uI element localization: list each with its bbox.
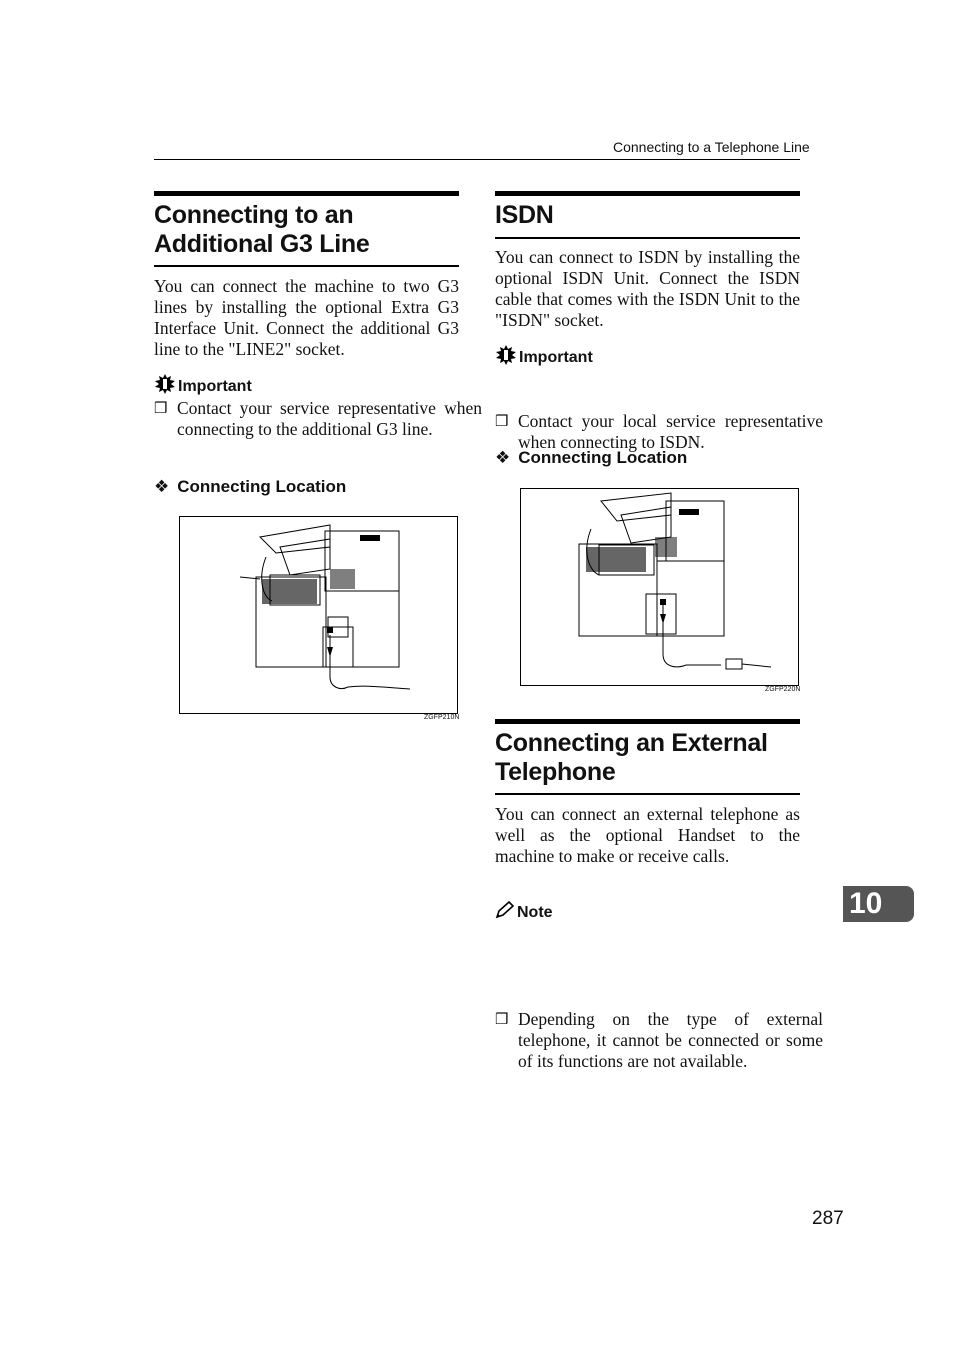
figure-isdn-connection bbox=[520, 488, 799, 686]
checkbox-bullet-icon: ❒ bbox=[154, 401, 168, 417]
figure-g3-connection bbox=[179, 516, 458, 714]
page-number: 287 bbox=[812, 1208, 844, 1229]
section-title-isdn: ISDN bbox=[495, 201, 554, 229]
isdn-important-heading bbox=[495, 345, 593, 370]
header-rule bbox=[154, 159, 800, 160]
important-item-text: Contact your service representative when connecting to the additional G3 line. bbox=[177, 398, 482, 439]
diamond-bullet-icon: ❖ bbox=[495, 448, 511, 467]
checkbox-bullet-icon: ❒ bbox=[495, 1012, 509, 1028]
isdn-top-rule bbox=[495, 191, 800, 196]
section-top-rule bbox=[154, 191, 459, 196]
pencil-icon bbox=[495, 901, 515, 924]
ext-title-underline bbox=[495, 793, 800, 795]
section-title-underline bbox=[154, 265, 459, 267]
isdn-important-item bbox=[495, 411, 823, 453]
figure-id-label: ZGFP210N bbox=[424, 714, 460, 721]
ext-body-text: You can connect an external telephone as well as the optional Handset to the machine to make or receive calls. bbox=[495, 804, 800, 866]
important-label: Important bbox=[178, 377, 252, 395]
connecting-location-label: Connecting Location bbox=[177, 477, 347, 496]
isdn-title-underline bbox=[495, 237, 800, 239]
section-title-g3: Connecting to an Additional G3 Line bbox=[154, 201, 370, 258]
isdn-important-item-text: Contact your local service representative when connecting to ISDN. bbox=[518, 411, 823, 452]
note-heading bbox=[495, 901, 553, 924]
isdn-body-text: You can connect to ISDN by installing the optional ISDN Unit. Connect the ISDN cable that comes with the ISDN Unit to the "ISDN" socket. bbox=[495, 247, 800, 330]
chapter-tab: 10 bbox=[843, 886, 914, 922]
ext-top-rule bbox=[495, 719, 800, 724]
important-label: Important bbox=[519, 348, 593, 366]
note-label: Note bbox=[517, 903, 553, 921]
important-icon bbox=[154, 374, 176, 399]
diamond-bullet-icon: ❖ bbox=[154, 477, 170, 496]
note-item bbox=[495, 1009, 823, 1072]
g3-body-text: You can connect the machine to two G3 lines by installing the optional Extra G3 Interface Unit. Connect the additional G3 line to the "LINE2" socket. bbox=[154, 276, 459, 359]
figure-id-label: ZGFP220N bbox=[765, 686, 801, 693]
machine-illustration bbox=[180, 517, 457, 713]
section-title-external-telephone: Connecting an External Telephone bbox=[495, 729, 768, 786]
important-heading bbox=[154, 374, 252, 399]
note-item-text: Depending on the type of external telephone, it cannot be connected or some of its functions are not available. bbox=[518, 1009, 823, 1071]
machine-illustration bbox=[521, 489, 798, 685]
isdn-connecting-location-heading bbox=[495, 448, 687, 468]
connecting-location-heading bbox=[154, 477, 346, 497]
checkbox-bullet-icon: ❒ bbox=[495, 414, 509, 430]
connecting-location-label: Connecting Location bbox=[518, 448, 688, 467]
running-header: Connecting to a Telephone Line bbox=[613, 139, 810, 155]
important-icon bbox=[495, 345, 517, 370]
important-item bbox=[154, 398, 482, 440]
